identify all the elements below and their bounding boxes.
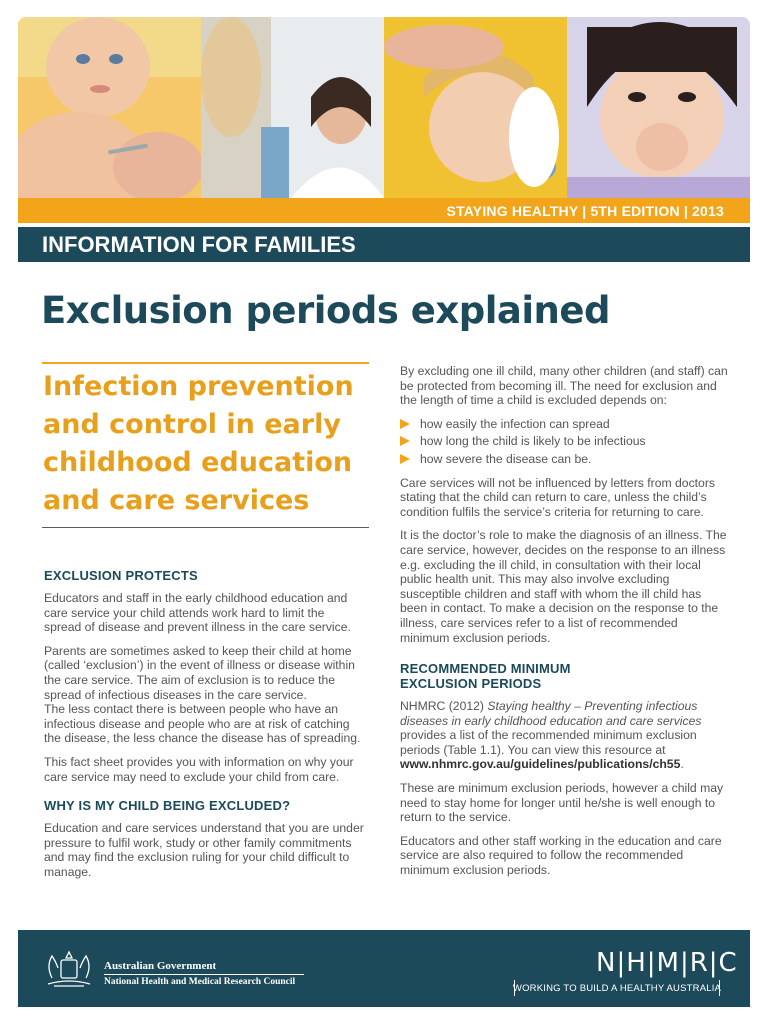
heading-exclusion-protects: EXCLUSION PROTECTS (44, 568, 198, 583)
section-title: INFORMATION FOR FAMILIES (42, 231, 356, 257)
gov-divider (104, 974, 304, 975)
factors-list (400, 417, 730, 467)
paragraph: Parents are sometimes asked to keep their child at home (called ‘exclusion’) in the event of illness or disease within the care service. The aim of exclusion is to reduce the spread of infectious diseases in the care service. (44, 643, 355, 702)
list-item: how severe the disease can be. (400, 452, 730, 467)
paragraph: This fact sheet provides you with information on why your care service may need to exclude your child from care. (44, 754, 354, 784)
coat-of-arms-icon (40, 948, 98, 990)
paragraph: Education and care services understand that you are under pressure to fulfil work, study or other family commitments and may find the exclusion ruling for your child difficult to manage. (44, 821, 364, 879)
photo-coughing-child (567, 17, 750, 198)
tagline-box (514, 980, 720, 996)
heading-why-excluded: WHY IS MY CHILD BEING EXCLUDED? (44, 798, 291, 814)
photo-doctor (201, 17, 384, 198)
paragraph: Educators and other staff working in the education and care service are also required to follow the recommended minimum exclusion periods. (400, 833, 722, 878)
photo-baby-vaccination (18, 17, 201, 198)
heading-recommended-periods: RECOMMENDED MINIMUM EXCLUSION PERIODS (400, 661, 571, 692)
paragraph: These are minimum exclusion periods, however a child may need to stay home for longer until he/she is well enough to return to the service. (400, 781, 724, 825)
arrow-bullet-icon (400, 419, 410, 429)
paragraph: The less contact there is between people who have an infectious disease and people who are at risk of catching the disease, the less chance the disease has of spreading. (44, 702, 361, 746)
arrow-bullet-icon (400, 436, 410, 446)
paragraph: By excluding one ill child, many other children (and staff) can be protected from becoming ill. The need for exclusion and the length of time a child is excluded depends on: (400, 364, 728, 408)
right-column (400, 364, 730, 887)
section-banner (18, 227, 750, 262)
subtitle-top-rule (42, 362, 369, 364)
page-title: Exclusion periods explained (41, 289, 610, 332)
edition-banner (18, 198, 750, 223)
list-item: how easily the infection can spread (400, 417, 730, 432)
subtitle: Infection prevention and control in early childhood education and care services (43, 371, 354, 516)
header-photo-strip (18, 17, 750, 198)
tagline: WORKING TO BUILD A HEALTHY AUSTRALIA (512, 982, 722, 994)
subtitle-bottom-rule (42, 527, 369, 528)
left-column (44, 568, 364, 889)
council-name: National Health and Medical Research Council (104, 977, 296, 987)
footer (18, 930, 750, 1007)
edition-text: STAYING HEALTHY | 5TH EDITION | 2013 (446, 202, 724, 219)
paragraph-nhmrc: NHMRC (2012) Staying healthy – Preventing infectious diseases in early childhood education and care services provides a list of the recommended minimum exclusion periods (Table 1.1). You can view this resource at www.nhmrc.gov.au/guidelines/publications/ch55. (400, 699, 702, 772)
paragraph: Educators and staff in the early childhood education and care service your child attends work hard to limit the spread of disease and prevent illness in the care service. (44, 591, 351, 635)
paragraph: Care services will not be influenced by letters from doctors stating that the child can return to care, unless the child’s condition fulfils the service’s criteria for returning to care. (400, 475, 715, 519)
photo-sick-child (384, 17, 567, 198)
paragraph: It is the doctor’s role to make the diagnosis of an illness. The care service, however, decides on the response to an illness e.g. excluding the ill child, in consultation with their local public health unit. This may also involve excluding susceptible children and staff with whom the ill child has been in contact. To make a decision on the response to the illness, care services refer to a list of recommended minimum exclusion periods. (400, 528, 727, 645)
nhmrc-logo: N|H|M|R|C (596, 948, 738, 978)
list-item: how long the child is likely to be infectious (400, 434, 730, 449)
resource-link[interactable]: www.nhmrc.gov.au/guidelines/publications/ch55 (400, 757, 681, 772)
gov-name: Australian Government (104, 960, 217, 972)
arrow-bullet-icon (400, 454, 410, 464)
